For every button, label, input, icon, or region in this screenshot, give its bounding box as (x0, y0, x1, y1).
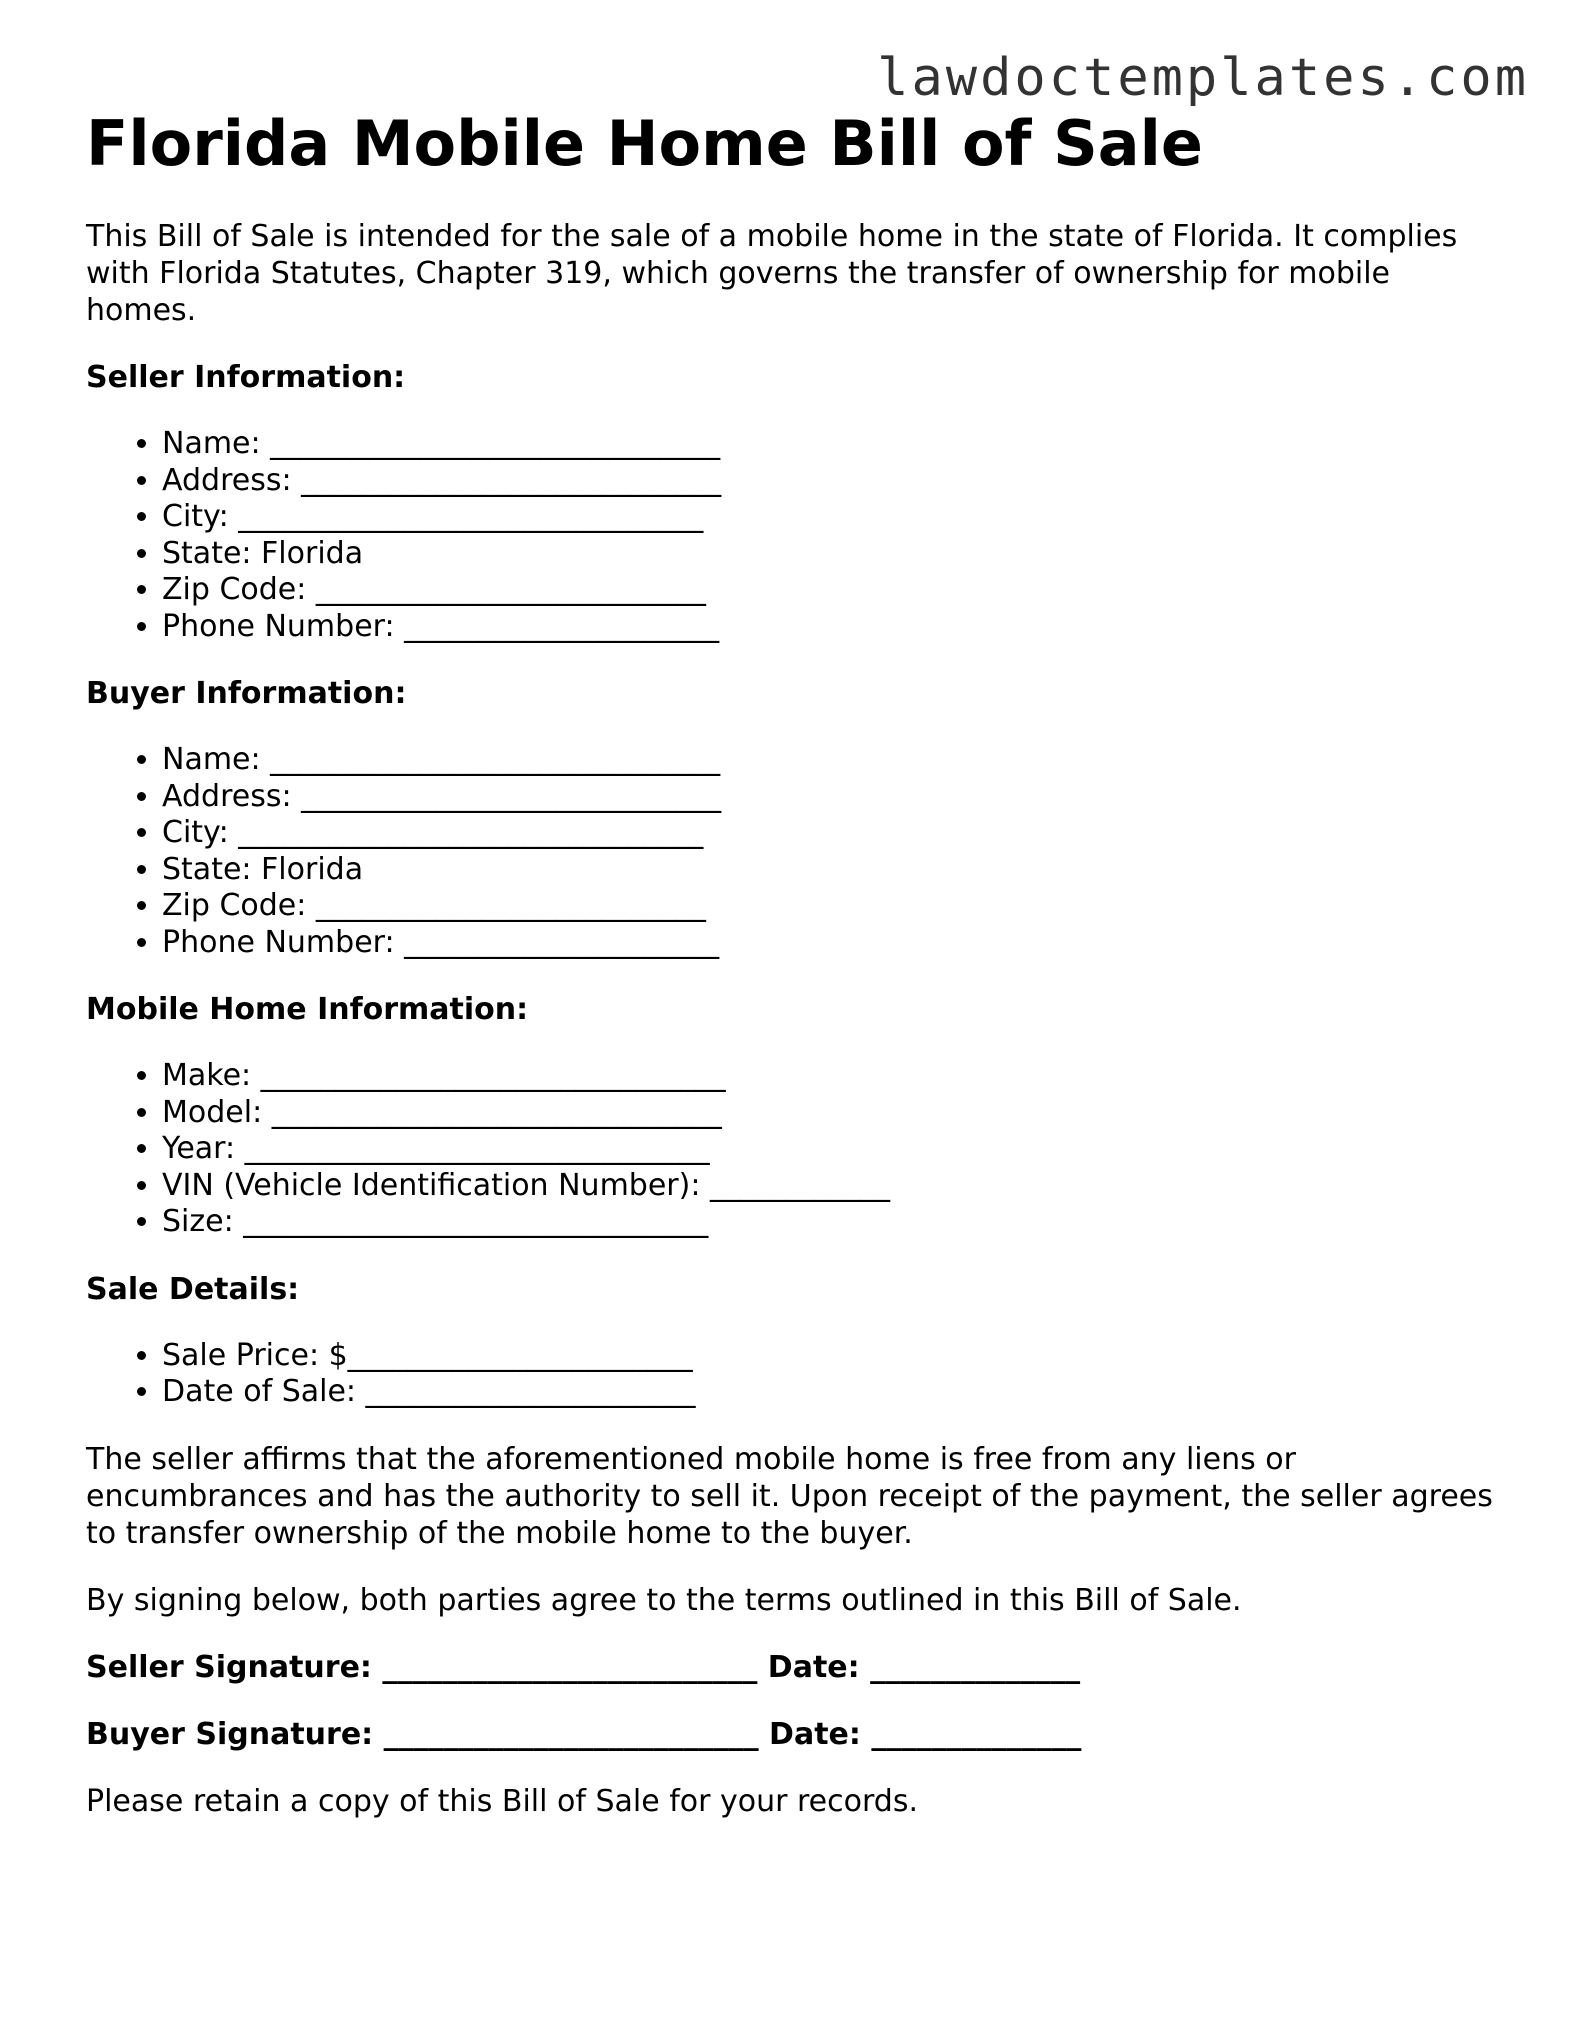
home-vin-field: • VIN (Vehicle Identification Number): ____________ (162, 1168, 1506, 1205)
seller-state-field: • State: Florida (162, 536, 1506, 573)
home-size-field: • Size: _______________________________ (162, 1204, 1506, 1241)
mobile-home-info-heading: Mobile Home Information: (86, 992, 529, 1028)
seller-info-heading: Seller Information: (86, 360, 406, 396)
buyer-name-field: • Name: ______________________________ (162, 742, 1506, 779)
buyer-signature-line: Buyer Signature: _________________________ Date: ______________ (86, 1716, 1082, 1752)
document-title: Florida Mobile Home Bill of Sale (86, 107, 1203, 180)
seller-signature-line: Seller Signature: _________________________ Date: ______________ (86, 1649, 1081, 1685)
home-model-field: • Model: ______________________________ (162, 1095, 1506, 1132)
home-make-field: • Make: _______________________________ (162, 1058, 1506, 1095)
seller-address-field: • Address: ____________________________ (162, 463, 1506, 500)
seller-phone-field: • Phone Number: _____________________ (162, 609, 1506, 646)
buyer-phone-field: • Phone Number: _____________________ (162, 925, 1506, 962)
document-page (86, 107, 1506, 1850)
seller-name-field: • Name: ______________________________ (162, 426, 1506, 463)
sale-date-field: • Date of Sale: ______________________ (162, 1374, 1506, 1411)
buyer-state-field: • State: Florida (162, 852, 1506, 889)
buyer-info-heading: Buyer Information: (86, 676, 407, 712)
site-watermark: lawdoctemplates.com (877, 48, 1529, 108)
sale-price-field: • Sale Price: $_______________________ (162, 1338, 1506, 1375)
affirmation-paragraph: The seller affirms that the aforementioned mobile home is free from any liens or encumbrances and has the authority to sell it. Upon receipt of the payment, the seller agrees to transfer ownership of the mobile home to the buyer. (86, 1441, 1493, 1551)
intro-paragraph: This Bill of Sale is intended for the sale of a mobile home in the state of Florida. It complies with Florida Statutes, Chapter 319, which governs the transfer of ownership for mobile homes. (86, 219, 1458, 329)
home-year-field: • Year: _______________________________ (162, 1131, 1506, 1168)
seller-info-list (86, 426, 1506, 645)
sale-details-list (86, 1338, 1506, 1411)
buyer-zip-field: • Zip Code: __________________________ (162, 888, 1506, 925)
mobile-home-info-list (86, 1058, 1506, 1241)
buyer-address-field: • Address: ____________________________ (162, 779, 1506, 816)
retain-note: Please retain a copy of this Bill of Sale for your records. (86, 1783, 918, 1819)
buyer-info-list (86, 742, 1506, 961)
seller-zip-field: • Zip Code: __________________________ (162, 572, 1506, 609)
seller-city-field: • City: _______________________________ (162, 499, 1506, 536)
buyer-city-field: • City: _______________________________ (162, 815, 1506, 852)
sale-details-heading: Sale Details: (86, 1271, 300, 1307)
agreement-paragraph: By signing below, both parties agree to the terms outlined in this Bill of Sale. (86, 1582, 1242, 1618)
